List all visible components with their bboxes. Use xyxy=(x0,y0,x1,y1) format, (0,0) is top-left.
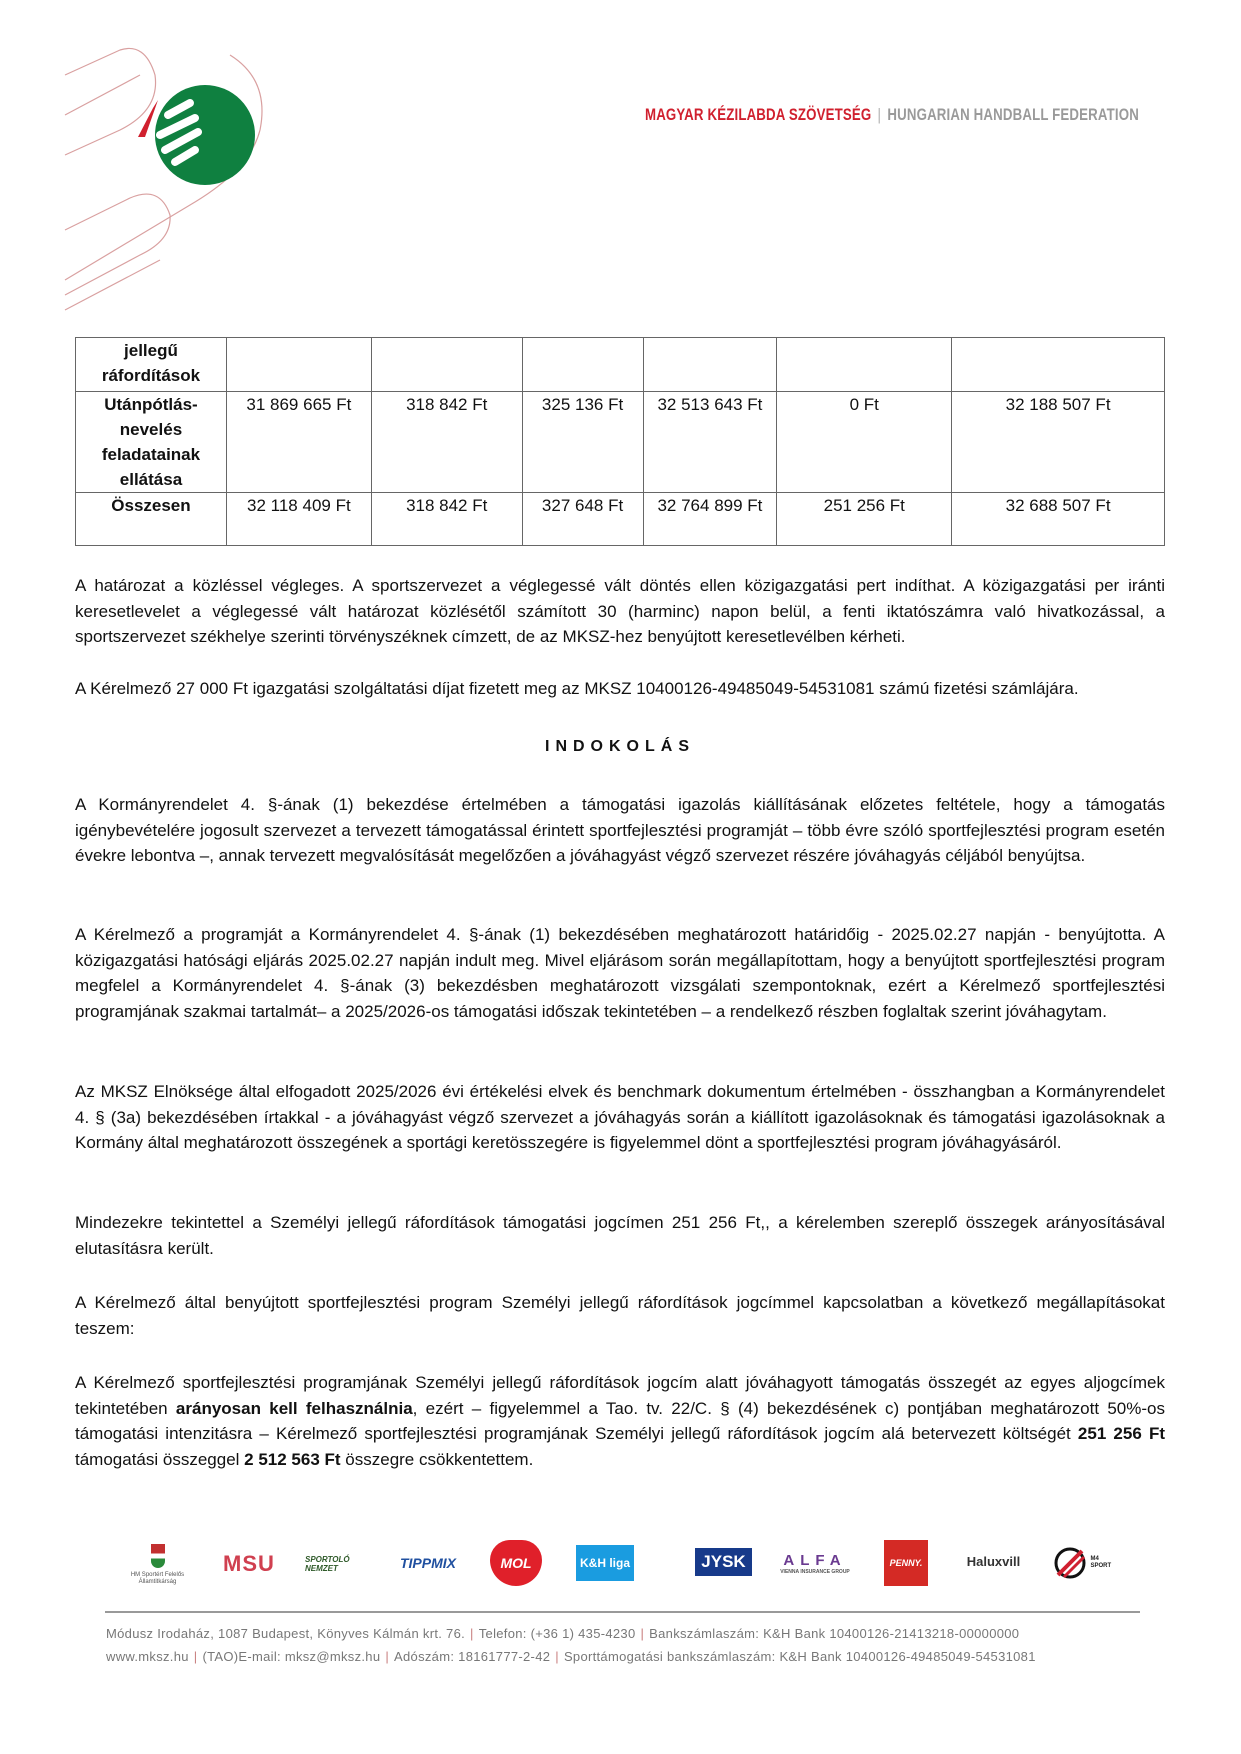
footer-email-link[interactable]: (TAO)E-mail: mksz@mksz.hu xyxy=(202,1649,381,1664)
table-row xyxy=(76,392,1165,493)
text-segment: támogatási összeggel xyxy=(75,1449,245,1469)
table-cell xyxy=(777,338,952,392)
table-cell: 32 513 643 Ft xyxy=(643,392,777,493)
tippmix-logo: TIPPMIX xyxy=(399,1555,456,1571)
sportolo-nemzet-logo: SPORTOLÓ NEMZET xyxy=(305,1555,350,1573)
footer-bank-account: Bankszámlaszám: K&H Bank 10400126-21413218-00000000 xyxy=(649,1626,1020,1641)
table-cell: 32 118 409 Ft xyxy=(226,493,371,546)
findings-intro-paragraph: A Kérelmező által benyújtott sportfejlesztési program Személyi jellegű ráfordítások jogcímmel kapcsolatban a következő megállapításokat teszem: xyxy=(75,1293,1165,1338)
rejection-paragraph: Mindezekre tekintettel a Személyi jellegű ráfordítások támogatási jogcímen 251 256 Ft,, a kérelemben szereplő összegek arányosításával elutasításra került. xyxy=(75,1213,1165,1258)
table-cell: 32 764 899 Ft xyxy=(643,493,777,546)
footer-separator: | xyxy=(193,1649,198,1664)
table-cell: 251 256 Ft xyxy=(777,493,952,546)
finality-paragraph: A határozat a közléssel végleges. A sportszervezet a véglegessé vált döntés ellen közigazgatási pert indíthat. A közigazgatási per iránti keresetlevelet a véglegessé vált határozat közlésétől számított 30 (harminc) napon belül, a fenti iktatószámra való hivatkozással, a sportszervezet székhelye szerinti törvényszéknek címzett, de az MKSZ-hez benyújtott keresetlevélben kérheti. xyxy=(75,576,1165,646)
footer-divider xyxy=(105,1611,1140,1613)
table-cell: 327 648 Ft xyxy=(522,493,643,546)
bold-segment: arányosan kell felhasználnia xyxy=(175,1398,413,1418)
table-row xyxy=(76,338,1165,392)
footer-line-1 xyxy=(106,1626,1019,1641)
table-row xyxy=(76,493,1165,546)
sponsor-name: HM Sportért Felelős Államtitkárság xyxy=(130,1572,185,1585)
footer-separator: | xyxy=(470,1626,474,1641)
footer-support-bank-account: Sporttámogatási bankszámlaszám: K&H Bank 10400126-49485049-54531081 xyxy=(563,1649,1036,1664)
fee-paragraph: A Kérelmező 27 000 Ft igazgatási szolgáltatási díjat fizetett meg az MKSZ 10400126-49485049-54531081 számú fizetési számlájára. xyxy=(75,679,1079,698)
footer-separator: | xyxy=(640,1626,645,1641)
footer-phone: Telefon: (+36 1) 435-4230 xyxy=(478,1626,636,1641)
text-segment: összegre csökkentettem. xyxy=(340,1449,534,1469)
table-cell: 31 869 665 Ft xyxy=(226,392,371,493)
row-label: Összesen xyxy=(76,493,227,546)
org-name-hungarian: MAGYAR KÉZILABDA SZÖVETSÉG xyxy=(645,105,872,124)
table-cell: 318 842 Ft xyxy=(371,493,522,546)
table-cell: 325 136 Ft xyxy=(522,392,643,493)
organization-name xyxy=(645,105,1139,125)
jysk-logo: JYSK xyxy=(695,1548,752,1576)
brand-separator: | xyxy=(877,105,882,124)
table-cell xyxy=(226,338,371,392)
kh-liga-logo: K&H liga xyxy=(576,1545,634,1581)
footer-address: Módusz Irodaház, 1087 Budapest, Könyves Kálmán krt. 76. xyxy=(106,1626,466,1641)
footer-line-2 xyxy=(106,1649,1036,1664)
sponsor-subtitle: VIENNA INSURANCE GROUP xyxy=(780,1568,850,1575)
table-cell xyxy=(952,338,1165,392)
row-label: jellegű ráfordítások xyxy=(76,338,227,392)
regulation-paragraph: A Kormányrendelet 4. §-ának (1) bekezdése értelmében a támogatási igazolás kiállításának előzetes feltétele, hogy a támogatás igénybevételére jogosult szervezet a tervezett támogatással érintett sportfejlesztési programját – több évre szóló sportfejlesztési program esetén évekre lebontva –, annak tervezett megvalósítását megelőzően a jóváhagyást végző szervezet részére jóváhagyás céljából benyújtsa. xyxy=(75,795,1165,865)
footer-tax-number: Adószám: 18161777-2-42 xyxy=(394,1649,551,1664)
footer-separator: | xyxy=(555,1649,559,1664)
findings-paragraph xyxy=(75,1370,1165,1472)
mol-logo: MOL xyxy=(490,1540,542,1586)
evaluation-paragraph: Az MKSZ Elnöksége által elfogadott 2025/2026 évi értékelési elvek és benchmark dokumentum értelmében - összhangban a Kormányrendelet 4. § (3a) bekezdésében írtakkal - a jóváhagyást végző szervezet a jóváhagyás során a kiállított igazolásoknak és támogatási igazolásoknak a Kormány által meghatározott összegének a sportági keretösszegére is figyelemmel dönt a sportfejlesztési program jóváhagyásáról. xyxy=(75,1082,1165,1152)
section-heading: INDOKOLÁS xyxy=(545,738,695,755)
table-cell xyxy=(522,338,643,392)
haluxvill-logo: Haluxvill xyxy=(966,1553,1021,1569)
bold-amount: 251 256 Ft xyxy=(1077,1424,1165,1443)
table-cell: 318 842 Ft xyxy=(371,392,522,493)
table-cell: 0 Ft xyxy=(777,392,952,493)
msu-logo: MSU xyxy=(223,1551,275,1576)
budget-table xyxy=(75,337,1165,546)
mksz-logo-icon xyxy=(138,85,255,185)
sponsor-logos xyxy=(100,1535,1160,1595)
table-cell xyxy=(643,338,777,392)
submission-paragraph: A Kérelmező a programját a Kormányrendelet 4. §-ának (1) bekezdésében meghatározott határidőig - 2025.02.27 napján - benyújtotta. A közigazgatási hatósági eljárás 2025.02.27 napján indult meg. Mivel eljárásom során megállapítottam, hogy a benyújtott sportfejlesztési program megfelel a Kormányrendelet 4. §-ának (3) bekezdésben meghatározott vizsgálati szempontoknak, ezért a Kérelmező sportfejlesztési programjának szakmai tartalmát– a 2025/2026-os támogatási időszak tekintetében – a rendelkező részben foglaltak szerint jóváhagytam. xyxy=(75,925,1165,1021)
row-label: Utánpótlás-nevelés feladatainak ellátása xyxy=(76,392,227,493)
alfa-logo xyxy=(780,1545,850,1581)
table-cell xyxy=(371,338,522,392)
sponsor-name: ALFA xyxy=(783,1551,847,1569)
org-name-english: HUNGARIAN HANDBALL FEDERATION xyxy=(887,105,1139,124)
m4-sport-logo xyxy=(1050,1543,1110,1583)
bold-amount: 2 512 563 Ft xyxy=(244,1449,341,1469)
penny-logo: PENNY. xyxy=(884,1540,928,1586)
text-segment: A Kérelmező sportfejlesztési programjának Személyi jellegű ráfordítások jogcím alatt jóváhagyott támogatás összegét az egyes aljogcímek tekintetében xyxy=(75,1373,1165,1418)
text-segment: , ezért – figyelemmel a Tao. tv. 22/C. § (4) bekezdésének c) pontjában meghatározott 50%-os támogatási intenzitásra – Kérelmező sportfejlesztési programjának Személyi jellegű ráfordítások jogcím alá betervezett költségét xyxy=(75,1398,1165,1443)
footer-website-link[interactable]: www.mksz.hu xyxy=(106,1649,189,1664)
table-cell: 32 188 507 Ft xyxy=(952,392,1165,493)
footer-separator: | xyxy=(385,1649,390,1664)
hungarian-coat-of-arms-icon xyxy=(120,1535,195,1595)
sponsor-name: M4 SPORT xyxy=(1090,1556,1112,1569)
header-decoration xyxy=(60,40,360,320)
m4-circle-icon xyxy=(1052,1545,1088,1581)
table-cell: 32 688 507 Ft xyxy=(952,493,1165,546)
